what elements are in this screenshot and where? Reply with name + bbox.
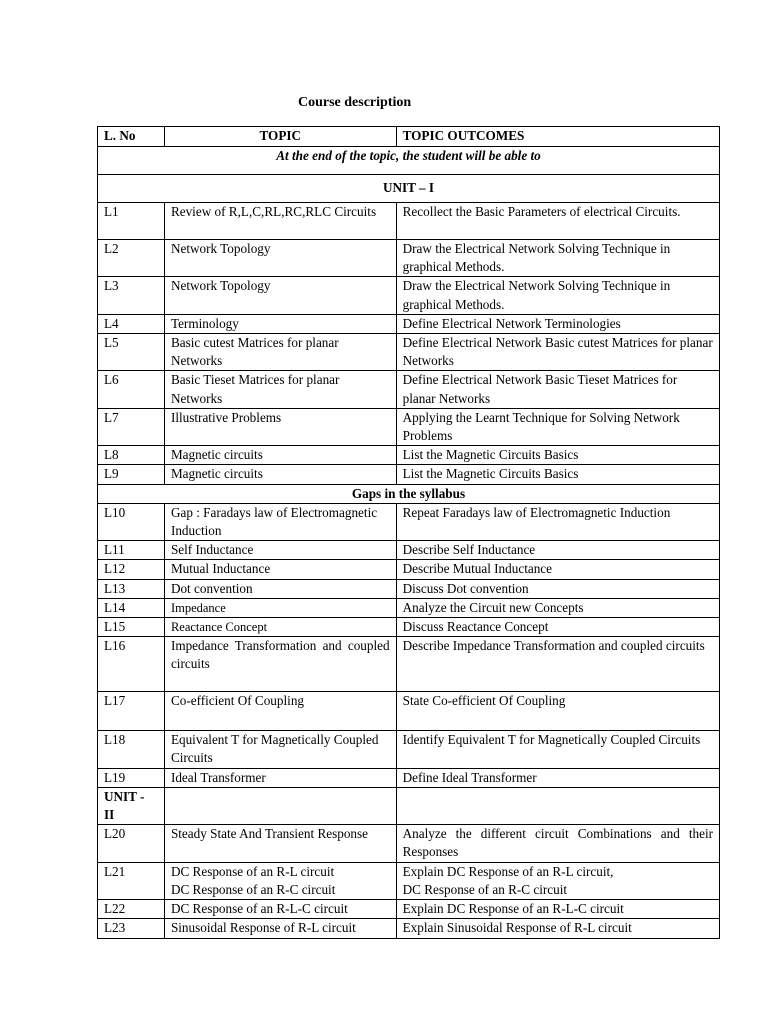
outcome-cell: Analyze the different circuit Combinations and their Responses [396,825,719,862]
header-lno: L. No [98,127,165,147]
table-row [98,637,720,692]
lecture-number: L15 [98,618,165,637]
table-row [98,503,720,540]
unit-row [98,175,720,203]
table-row [98,618,720,637]
outcome-cell: Define Electrical Network Basic cutest Matrices for planar Networks [396,334,719,371]
table-row [98,579,720,598]
lecture-number: L23 [98,919,165,938]
table-row [98,277,720,314]
course-table [97,126,720,939]
topic-cell: Network Topology [164,240,396,277]
outcome-cell [396,862,719,899]
topic-cell: Sinusoidal Response of R-L circuit [164,919,396,938]
lecture-number: L3 [98,277,165,314]
topic-cell: Reactance Concept [164,618,396,637]
topic-cell: Mutual Inductance [164,560,396,579]
lecture-number: L19 [98,768,165,787]
intro-row [98,147,720,175]
outcome-line: Explain DC Response of an R-L circuit, [402,863,614,879]
table-row [98,598,720,617]
topic-cell: DC Response of an R-L-C circuit [164,900,396,919]
intro-text: At the end of the topic, the student will be able to [98,147,720,175]
topic-cell: Basic cutest Matrices for planar Networks [164,334,396,371]
unit-2-heading: UNIT - II [98,787,165,824]
table-row [98,900,720,919]
page-title: Course description [298,95,412,110]
lecture-number: L21 [98,862,165,899]
outcome-cell: Define Ideal Transformer [396,768,719,787]
table-row [98,334,720,371]
topic-cell: Impedance Transformation and coupled circuits [164,637,396,692]
topic-cell: Review of R,L,C,RL,RC,RLC Circuits [164,203,396,240]
outcome-cell: Draw the Electrical Network Solving Technique in graphical Methods. [396,277,719,314]
topic-line: DC Response of an R-L circuit [170,863,335,879]
topic-cell: Steady State And Transient Response [164,825,396,862]
table-row [98,825,720,862]
lecture-number: L6 [98,371,165,408]
table-row [98,919,720,938]
outcome-cell: Applying the Learnt Technique for Solving Network Problems [396,408,719,445]
section-row [98,484,720,503]
table-row [98,731,720,768]
topic-cell: Terminology [164,314,396,333]
lecture-number: L20 [98,825,165,862]
outcome-cell: Describe Impedance Transformation and coupled circuits [396,637,719,692]
outcome-cell: Recollect the Basic Parameters of electrical Circuits. [396,203,719,240]
table-row [98,692,720,731]
outcome-cell: Define Electrical Network Terminologies [396,314,719,333]
table-row [98,541,720,560]
table-row [98,408,720,445]
table-row [98,862,720,899]
lecture-number: L18 [98,731,165,768]
lecture-number: L10 [98,503,165,540]
outcome-cell: List the Magnetic Circuits Basics [396,446,719,465]
topic-cell: Magnetic circuits [164,446,396,465]
outcome-cell: Explain Sinusoidal Response of R-L circuit [396,919,719,938]
topic-cell: Gap : Faradays law of Electromagnetic Induction [164,503,396,540]
topic-cell: Magnetic circuits [164,465,396,484]
lecture-number: L22 [98,900,165,919]
topic-cell: Impedance [164,598,396,617]
outcome-cell: Draw the Electrical Network Solving Technique in graphical Methods. [396,240,719,277]
topic-cell: Co-efficient Of Coupling [164,692,396,731]
lecture-number: L12 [98,560,165,579]
outcome-cell: Describe Mutual Inductance [396,560,719,579]
lecture-number: L13 [98,579,165,598]
outcome-cell: Discuss Reactance Concept [396,618,719,637]
outcome-cell: Explain DC Response of an R-L-C circuit [396,900,719,919]
topic-cell: Basic Tieset Matrices for planar Networks [164,371,396,408]
topic-line: DC Response of an R-C circuit [170,881,336,897]
outcome-cell: Describe Self Inductance [396,541,719,560]
outcome-cell: Analyze the Circuit new Concepts [396,598,719,617]
header-row [98,127,720,147]
header-topic: TOPIC [164,127,396,147]
outcome-cell: State Co-efficient Of Coupling [396,692,719,731]
lecture-number: L5 [98,334,165,371]
unit-1-heading: UNIT – I [98,175,720,203]
empty-cell [164,787,396,824]
lecture-number: L4 [98,314,165,333]
table-row [98,371,720,408]
topic-cell: Ideal Transformer [164,768,396,787]
table-row [98,203,720,240]
topic-cell: Self Inductance [164,541,396,560]
lecture-number: L8 [98,446,165,465]
topic-cell: Illustrative Problems [164,408,396,445]
lecture-number: L2 [98,240,165,277]
topic-cell [164,862,396,899]
lecture-number: L14 [98,598,165,617]
outcome-cell: Repeat Faradays law of Electromagnetic Induction [396,503,719,540]
lecture-number: L17 [98,692,165,731]
lecture-number: L9 [98,465,165,484]
topic-cell: Equivalent T for Magnetically Coupled Circuits [164,731,396,768]
outcome-cell: Define Electrical Network Basic Tieset Matrices for planar Networks [396,371,719,408]
table-row [98,240,720,277]
gaps-heading: Gaps in the syllabus [98,484,720,503]
topic-cell: Dot convention [164,579,396,598]
outcome-cell: Identify Equivalent T for Magnetically Coupled Circuits [396,731,719,768]
table-row [98,314,720,333]
outcome-line: DC Response of an R-C circuit [402,881,568,897]
table-row [98,446,720,465]
lecture-number: L1 [98,203,165,240]
unit-row [98,787,720,824]
lecture-number: L7 [98,408,165,445]
outcome-cell: Discuss Dot convention [396,579,719,598]
table-row [98,768,720,787]
header-outcomes: TOPIC OUTCOMES [396,127,719,147]
empty-cell [396,787,719,824]
outcome-cell: List the Magnetic Circuits Basics [396,465,719,484]
lecture-number: L16 [98,637,165,692]
table-row [98,560,720,579]
topic-cell: Network Topology [164,277,396,314]
lecture-number: L11 [98,541,165,560]
table-row [98,465,720,484]
